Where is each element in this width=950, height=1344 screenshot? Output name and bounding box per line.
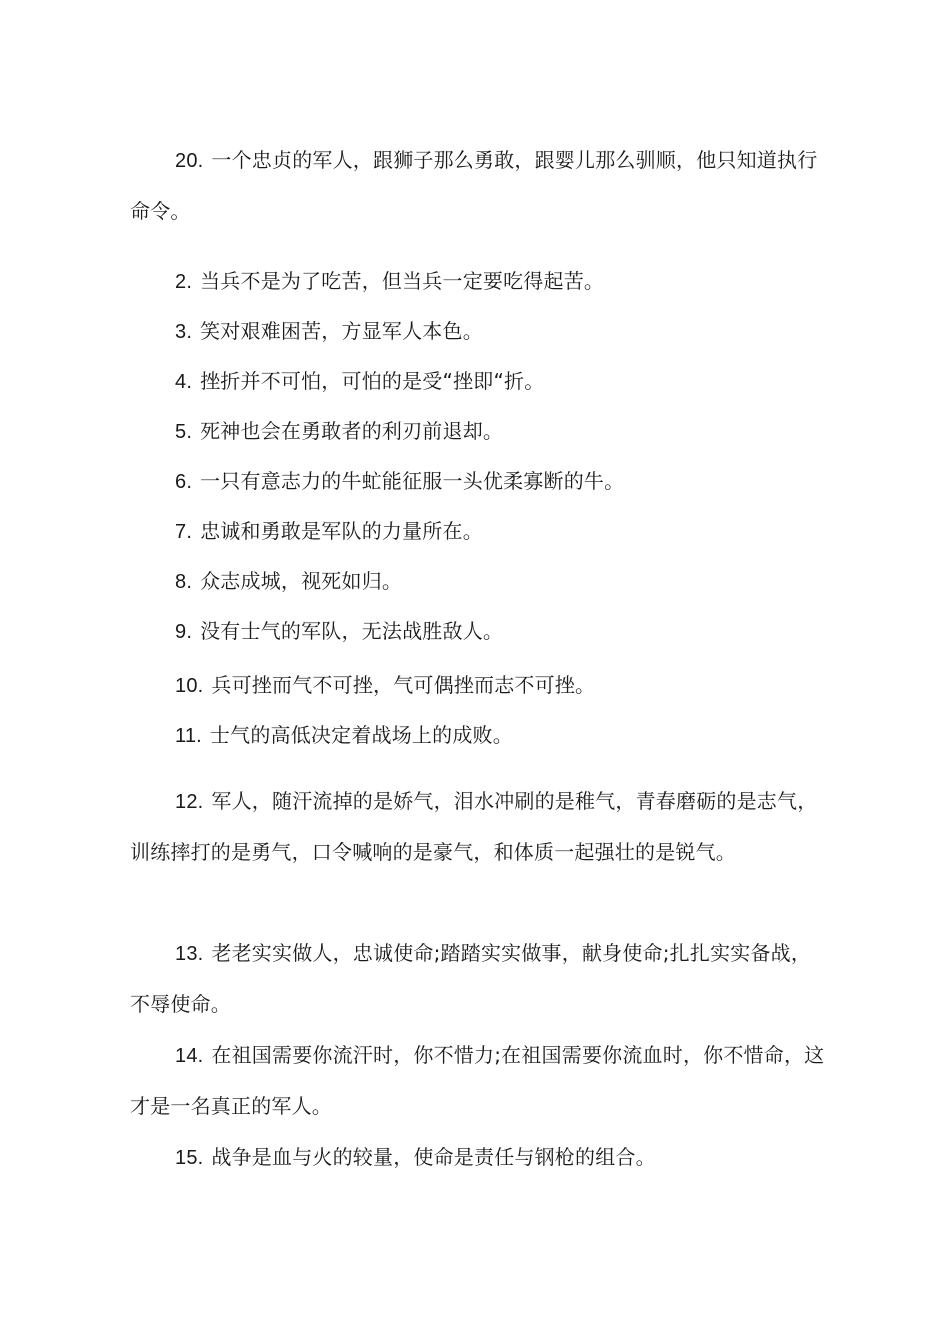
item-number: 3. bbox=[175, 321, 193, 343]
item-number: 9. bbox=[175, 621, 193, 643]
item-number: 6. bbox=[175, 471, 193, 493]
list-item bbox=[130, 306, 825, 357]
item-text: 兵可挫而气不可挫，气可偶挫而志不可挫。 bbox=[211, 673, 596, 697]
list-item bbox=[130, 928, 825, 1029]
list-item bbox=[130, 135, 825, 236]
list-item bbox=[130, 606, 825, 657]
list-item bbox=[130, 776, 825, 877]
item-text: 忠诚和勇敢是军队的力量所在。 bbox=[200, 519, 483, 543]
list-item bbox=[130, 406, 825, 457]
item-number: 15. bbox=[175, 1147, 204, 1169]
list-item bbox=[130, 710, 825, 761]
list-item bbox=[130, 1030, 825, 1131]
item-number: 11. bbox=[175, 725, 202, 747]
item-text: 一个忠贞的军人，跟狮子那么勇敢，跟婴儿那么驯顺，他只知道执行命令。 bbox=[130, 148, 818, 223]
item-number: 20. bbox=[175, 150, 204, 172]
item-number: 5. bbox=[175, 421, 193, 443]
item-text: 挫折并不可怕，可怕的是受“挫即“折。 bbox=[200, 369, 545, 393]
list-item bbox=[130, 660, 825, 711]
item-text: 没有士气的军队，无法战胜敌人。 bbox=[200, 619, 504, 643]
item-text: 死神也会在勇敢者的利刃前退却。 bbox=[200, 419, 504, 443]
list-item bbox=[130, 256, 825, 307]
item-number: 13. bbox=[175, 943, 204, 965]
item-text: 战争是血与火的较量，使命是责任与钢枪的组合。 bbox=[211, 1145, 656, 1169]
item-number: 7. bbox=[175, 521, 193, 543]
item-text: 军人，随汗流掉的是娇气，泪水冲刷的是稚气，青春磨砺的是志气，训练摔打的是勇气，口令喊响的是豪气，和体质一起强壮的是锐气。 bbox=[130, 789, 818, 864]
item-number: 10. bbox=[175, 675, 204, 697]
item-text: 在祖国需要你流汗时，你不惜力;在祖国需要你流血时，你不惜命，这才是一名真正的军人。 bbox=[130, 1043, 825, 1118]
list-item bbox=[130, 1132, 825, 1183]
list-item bbox=[130, 556, 825, 607]
item-number: 4. bbox=[175, 371, 193, 393]
list-item bbox=[130, 506, 825, 557]
item-text: 笑对艰难困苦，方显军人本色。 bbox=[200, 319, 483, 343]
item-text: 老老实实做人，忠诚使命;踏踏实实做事，献身使命;扎扎实实备战，不辱使命。 bbox=[130, 941, 812, 1016]
item-number: 14. bbox=[175, 1045, 204, 1067]
list-item bbox=[130, 356, 825, 407]
item-number: 12. bbox=[175, 791, 204, 813]
item-text: 众志成城，视死如归。 bbox=[200, 569, 403, 593]
item-text: 当兵不是为了吃苦，但当兵一定要吃得起苦。 bbox=[200, 269, 605, 293]
item-number: 2. bbox=[175, 271, 193, 293]
item-text: 一只有意志力的牛虻能征服一头优柔寡断的牛。 bbox=[200, 469, 625, 493]
item-text: 士气的高低决定着战场上的成败。 bbox=[209, 723, 513, 747]
item-number: 8. bbox=[175, 571, 193, 593]
list-item bbox=[130, 456, 825, 507]
